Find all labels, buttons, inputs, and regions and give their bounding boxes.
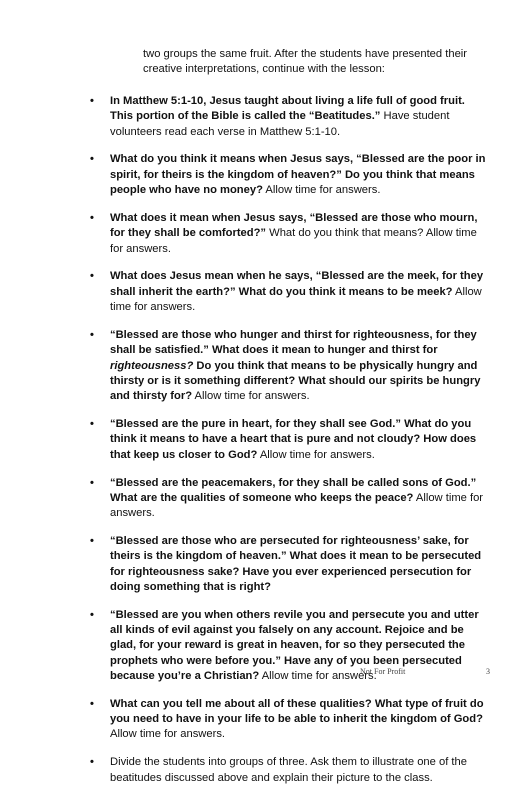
bold-text: What do you think it means when Jesus says, “Blessed are the poor in spirit, for theirs is the kingdom of heaven?” Do you think that means people who have no money?	[110, 153, 486, 197]
body-text: Have student volunteers read each verse in Matthew 5:1-10.	[110, 110, 450, 138]
body-text: Allow time for answers.	[257, 448, 375, 461]
body-text: Allow time for answers.	[110, 728, 226, 741]
bullet-icon: •	[90, 153, 94, 166]
italic-text: righteousness?	[110, 359, 194, 372]
intro-paragraph: two groups the same fruit. After the students have presented their creative interpretations, continue with the lesson:	[143, 48, 467, 75]
bold-text: What does Jesus mean when he says, “Blessed are the meek, for they shall inherit the earth?” What do you think it means to be meek?	[110, 270, 484, 298]
body-text: Divide the students into groups of three. Ask them to illustrate one of the beatitudes discussed above and explain their picture to the class.	[110, 756, 467, 784]
bold-text: “Blessed are those who hunger and thirst for righteousness, for they shall be satisfied.” What does it mean to hunger and thirst for	[110, 328, 477, 357]
bullet-icon: •	[90, 270, 94, 283]
list-item	[90, 152, 488, 198]
bold-text: Do you think that means to be physically hungry and thirsty or is it something different? What should our spirits be hungry and thirsty for?	[110, 359, 481, 403]
beatitudes-list	[90, 94, 488, 799]
list-item	[90, 534, 488, 595]
bullet-icon: •	[90, 534, 94, 547]
page-footer	[360, 667, 490, 676]
list-item	[90, 328, 488, 404]
bullet-icon: •	[90, 697, 94, 710]
bold-text: “Blessed are the peacemakers, for they shall be called sons of God.” What are the qualities of someone who keeps the peace?	[110, 476, 477, 504]
body-text: Allow time for answers.	[110, 491, 484, 520]
list-item	[90, 417, 488, 463]
list-item	[90, 697, 488, 743]
bullet-icon: •	[90, 756, 94, 769]
bullet-icon: •	[90, 418, 94, 431]
list-item	[90, 94, 488, 140]
page-number: 3	[486, 667, 490, 676]
bold-text: “Blessed are the pure in heart, for they shall see God.” What do you think it means to have a heart that is pure and not cloudy? How does that keep us closer to God?	[110, 418, 477, 461]
bullet-icon: •	[90, 211, 94, 224]
list-item	[90, 211, 488, 257]
body-text: What do you think that means? Allow time for answers.	[110, 227, 477, 255]
list-item	[90, 476, 488, 522]
bold-text: “Blessed are you when others revile you and persecute you and utter all kinds of evil against you falsely on any account. Rejoice and be glad, for your reward is great in heaven, for so they persecuted the prophets who were before you.” Have any of you been persecuted because you’re a Christian?	[110, 608, 479, 682]
body-text: Allow time for answers.	[262, 184, 381, 197]
bold-text: What does it mean when Jesus says, “Blessed are those who mourn, for they shall be comforted?”	[110, 211, 478, 240]
bold-text: In Matthew 5:1-10, Jesus taught about living a life full of good fruit. This portion of the Bible is called the “Beatitudes.”	[110, 95, 465, 123]
body-text: Allow time for answers.	[259, 669, 377, 682]
bullet-icon: •	[90, 95, 94, 107]
footer-text: Not For Profit	[360, 667, 406, 676]
body-text: Allow time for answers.	[110, 285, 482, 314]
bullet-icon: •	[90, 476, 94, 489]
bullet-icon: •	[90, 608, 94, 621]
list-item	[90, 755, 488, 786]
body-text: Allow time for answers.	[192, 390, 310, 403]
bold-text: “Blessed are those who are persecuted for righteousness’ sake, for theirs is the kingdom of heaven.” What does it mean to be persecuted for righteousness sake? Have you ever experienced persecution for doing something that is right?	[110, 534, 482, 593]
bullet-icon: •	[90, 328, 94, 341]
list-item	[90, 269, 488, 315]
bold-text: What can you tell me about all of these qualities? What type of fruit do you need to have in your life to be able to inherit the kingdom of God?	[110, 697, 484, 726]
